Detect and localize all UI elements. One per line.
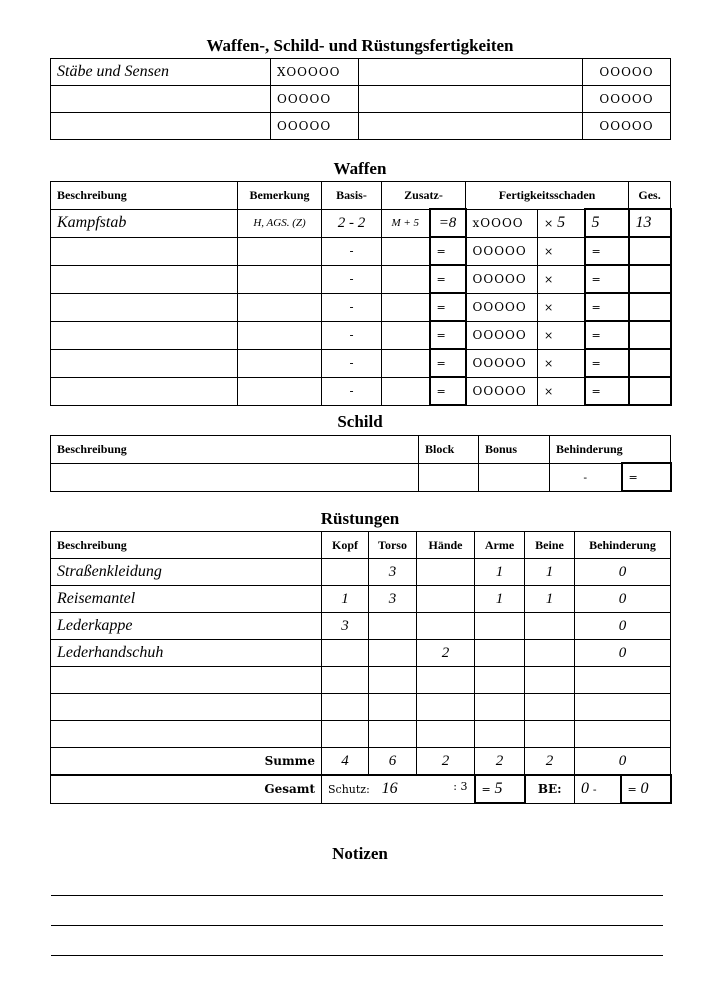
armor-haende[interactable] xyxy=(417,721,475,748)
armor-gesamt-row xyxy=(51,775,671,803)
summe-haende[interactable]: 2 xyxy=(417,748,475,776)
skill-dots[interactable]: OOOOO xyxy=(271,113,359,140)
armor-kopf[interactable] xyxy=(322,667,369,694)
weapon-basis[interactable]: 2 - 2 xyxy=(322,209,382,237)
armor-row xyxy=(51,559,671,586)
armor-kopf[interactable] xyxy=(322,640,369,667)
armor-torso[interactable] xyxy=(369,640,417,667)
skill-dots[interactable]: XOOOOO xyxy=(271,59,359,86)
col-bemerkung: Bemerkung xyxy=(238,182,322,210)
weapon-row xyxy=(51,265,671,293)
armor-torso[interactable] xyxy=(369,613,417,640)
skill-name[interactable] xyxy=(359,86,583,113)
weapon-skill-dots[interactable]: OOOOO xyxy=(466,321,538,349)
weapon-zusatz[interactable] xyxy=(382,237,430,265)
armor-behinderung[interactable]: 0 xyxy=(575,559,671,586)
weapon-total[interactable] xyxy=(629,349,671,377)
armor-behinderung[interactable]: 0 xyxy=(575,640,671,667)
armor-name[interactable] xyxy=(51,694,322,721)
skill-name[interactable] xyxy=(51,113,271,140)
skill-dots[interactable]: OOOOO xyxy=(583,59,671,86)
armor-row xyxy=(51,613,671,640)
be-result[interactable]: = 0 xyxy=(621,775,671,803)
weapon-total[interactable] xyxy=(629,237,671,265)
armor-beine[interactable] xyxy=(525,640,575,667)
col-beschreibung: Beschreibung xyxy=(51,532,322,559)
weapon-skill-dmg[interactable]: = xyxy=(585,237,629,265)
weapon-basis[interactable]: - xyxy=(322,377,382,405)
weapon-skill-dots[interactable]: OOOOO xyxy=(466,349,538,377)
armor-kopf[interactable]: 3 xyxy=(322,613,369,640)
weapon-row xyxy=(51,321,671,349)
armor-beine[interactable] xyxy=(525,721,575,748)
armor-row xyxy=(51,667,671,694)
weapon-mult[interactable]: × xyxy=(538,265,585,293)
armor-arme[interactable] xyxy=(475,694,525,721)
skill-row xyxy=(51,86,671,113)
col-kopf: Kopf xyxy=(322,532,369,559)
weapon-skill-dmg[interactable]: = xyxy=(585,265,629,293)
weapon-mult[interactable]: × xyxy=(538,349,585,377)
shield-block[interactable] xyxy=(419,463,479,491)
weapon-mult[interactable]: × xyxy=(538,237,585,265)
skill-name[interactable] xyxy=(51,86,271,113)
weapon-remark[interactable] xyxy=(238,349,322,377)
gesamt-schutz[interactable]: Schutz: 16 : 3 xyxy=(322,775,475,803)
summe-torso[interactable]: 6 xyxy=(369,748,417,776)
weapon-row xyxy=(51,293,671,321)
weapon-total[interactable] xyxy=(629,293,671,321)
weapon-mult[interactable]: × xyxy=(538,377,585,405)
weapon-row xyxy=(51,377,671,405)
skill-name[interactable]: Stäbe und Sensen xyxy=(51,59,271,86)
armor-behinderung[interactable]: 0 xyxy=(575,613,671,640)
armor-haende[interactable] xyxy=(417,559,475,586)
skill-dots[interactable]: OOOOO xyxy=(583,86,671,113)
armor-beine[interactable]: 1 xyxy=(525,559,575,586)
weapon-skill-dots[interactable]: OOOOO xyxy=(466,377,538,405)
notes-title: Notizen xyxy=(332,844,388,863)
weapon-skill-dmg[interactable]: = xyxy=(585,293,629,321)
armor-beine[interactable] xyxy=(525,613,575,640)
weapon-skill-dots[interactable]: OOOOO xyxy=(466,265,538,293)
armor-row xyxy=(51,721,671,748)
gesamt-label: Gesamt xyxy=(51,775,322,803)
weapon-row xyxy=(51,209,671,237)
skill-name[interactable] xyxy=(359,59,583,86)
weapon-total[interactable] xyxy=(629,377,671,405)
weapon-skill-dmg[interactable]: 5 xyxy=(585,209,629,237)
armor-behinderung[interactable]: 0 xyxy=(575,586,671,613)
weapon-zusatz[interactable]: M + 5 xyxy=(382,209,430,237)
col-behinderung: Behinderung xyxy=(575,532,671,559)
shield-table xyxy=(50,435,672,492)
armor-title: Rüstungen xyxy=(320,509,400,528)
weapon-skill-dots[interactable]: OOOOO xyxy=(466,237,538,265)
summe-kopf[interactable]: 4 xyxy=(322,748,369,776)
armor-torso[interactable] xyxy=(369,667,417,694)
armor-beine[interactable] xyxy=(525,667,575,694)
armor-haende[interactable]: 2 xyxy=(417,640,475,667)
shield-behinderung-result[interactable]: = xyxy=(622,463,671,491)
weapon-total[interactable]: 13 xyxy=(629,209,671,237)
weapon-row xyxy=(51,237,671,265)
notes-line[interactable] xyxy=(51,955,663,956)
weapon-skill-dots[interactable]: xOOOO xyxy=(466,209,538,237)
skill-row xyxy=(51,59,671,86)
weapon-basis[interactable]: - xyxy=(322,349,382,377)
armor-row xyxy=(51,586,671,613)
armor-arme[interactable]: 1 xyxy=(475,586,525,613)
gesamt-schutz-result[interactable]: = 5 xyxy=(475,775,525,803)
weapon-name[interactable] xyxy=(51,265,238,293)
armor-beine[interactable]: 1 xyxy=(525,586,575,613)
weapon-basis[interactable]: - xyxy=(322,321,382,349)
shield-behinderung[interactable]: - xyxy=(550,463,622,491)
col-haende: Hände xyxy=(417,532,475,559)
armor-row xyxy=(51,694,671,721)
notes-line[interactable] xyxy=(51,895,663,896)
armor-haende[interactable] xyxy=(417,613,475,640)
summe-beine[interactable]: 2 xyxy=(525,748,575,776)
col-behinderung: Behinderung xyxy=(550,436,671,464)
shield-name[interactable] xyxy=(51,463,419,491)
armor-name[interactable] xyxy=(51,721,322,748)
weapon-remark[interactable] xyxy=(238,377,322,405)
armor-behinderung[interactable] xyxy=(575,694,671,721)
armor-beine[interactable] xyxy=(525,694,575,721)
armor-kopf[interactable] xyxy=(322,559,369,586)
col-block: Block xyxy=(419,436,479,464)
shield-bonus[interactable] xyxy=(479,463,550,491)
weapon-zusatz-sum[interactable]: = xyxy=(430,349,466,377)
summe-behinderung[interactable]: 0 xyxy=(575,748,671,776)
armor-name[interactable]: Lederhandschuh xyxy=(51,640,322,667)
armor-row xyxy=(51,640,671,667)
col-beine: Beine xyxy=(525,532,575,559)
weapon-mult[interactable]: × 5 xyxy=(538,209,585,237)
weapon-remark[interactable] xyxy=(238,237,322,265)
armor-kopf[interactable] xyxy=(322,721,369,748)
col-torso: Torso xyxy=(369,532,417,559)
weapon-zusatz[interactable] xyxy=(382,377,430,405)
weapon-zusatz[interactable] xyxy=(382,349,430,377)
armor-arme[interactable] xyxy=(475,640,525,667)
weapon-name[interactable] xyxy=(51,377,238,405)
weapon-row xyxy=(51,349,671,377)
col-beschreibung: Beschreibung xyxy=(51,436,419,464)
weapon-skill-dmg[interactable]: = xyxy=(585,377,629,405)
weapon-total[interactable] xyxy=(629,321,671,349)
weapon-mult[interactable]: × xyxy=(538,293,585,321)
skill-dots[interactable]: OOOOO xyxy=(583,113,671,140)
armor-torso[interactable] xyxy=(369,694,417,721)
armor-torso[interactable]: 3 xyxy=(369,586,417,613)
weapon-skill-dmg[interactable]: = xyxy=(585,349,629,377)
armor-kopf[interactable] xyxy=(322,694,369,721)
summe-label: Summe xyxy=(51,748,322,776)
weapon-zusatz-sum[interactable]: = xyxy=(430,293,466,321)
weapon-mult[interactable]: × xyxy=(538,321,585,349)
weapon-zusatz-sum[interactable]: =8 xyxy=(430,209,466,237)
weapon-zusatz-sum[interactable]: = xyxy=(430,265,466,293)
be-value[interactable]: 0 - xyxy=(575,775,621,803)
weapons-table xyxy=(50,181,672,406)
armor-name[interactable] xyxy=(51,667,322,694)
armor-name[interactable]: Straßenkleidung xyxy=(51,559,322,586)
armor-haende[interactable] xyxy=(417,586,475,613)
col-bonus: Bonus xyxy=(479,436,550,464)
weapon-zusatz-sum[interactable]: = xyxy=(430,377,466,405)
weapon-zusatz[interactable] xyxy=(382,265,430,293)
skill-dots[interactable]: OOOOO xyxy=(271,86,359,113)
shield-title: Schild xyxy=(337,412,383,431)
weapon-basis[interactable]: - xyxy=(322,237,382,265)
weapon-basis[interactable]: - xyxy=(322,293,382,321)
weapon-zusatz[interactable] xyxy=(382,321,430,349)
armor-arme[interactable] xyxy=(475,667,525,694)
summe-arme[interactable]: 2 xyxy=(475,748,525,776)
armor-haende[interactable] xyxy=(417,667,475,694)
weapon-name[interactable] xyxy=(51,321,238,349)
armor-kopf[interactable]: 1 xyxy=(322,586,369,613)
weapon-total[interactable] xyxy=(629,265,671,293)
shield-row xyxy=(51,463,671,491)
armor-arme[interactable] xyxy=(475,721,525,748)
armor-haende[interactable] xyxy=(417,694,475,721)
weapon-remark[interactable] xyxy=(238,293,322,321)
skills-table xyxy=(50,58,671,140)
armor-name[interactable]: Lederkappe xyxy=(51,613,322,640)
weapon-name[interactable] xyxy=(51,237,238,265)
weapon-name[interactable] xyxy=(51,293,238,321)
skill-row xyxy=(51,113,671,140)
weapon-skill-dmg[interactable]: = xyxy=(585,321,629,349)
weapon-skill-dots[interactable]: OOOOO xyxy=(466,293,538,321)
armor-torso[interactable]: 3 xyxy=(369,559,417,586)
notes-line[interactable] xyxy=(51,925,663,926)
weapon-remark[interactable] xyxy=(238,321,322,349)
weapon-remark[interactable] xyxy=(238,265,322,293)
col-fertigkeitsschaden: Fertigkeitsschaden xyxy=(466,182,629,210)
weapon-name[interactable]: Kampfstab xyxy=(51,209,238,237)
col-zusatz: Zusatz- xyxy=(382,182,466,210)
skill-name[interactable] xyxy=(359,113,583,140)
armor-behinderung[interactable] xyxy=(575,667,671,694)
col-basis: Basis- xyxy=(322,182,382,210)
armor-arme[interactable]: 1 xyxy=(475,559,525,586)
weapon-zusatz[interactable] xyxy=(382,293,430,321)
armor-name[interactable]: Reisemantel xyxy=(51,586,322,613)
weapons-title: Waffen xyxy=(333,159,387,178)
weapon-remark[interactable]: H, AGS. (Z) xyxy=(238,209,322,237)
col-ges: Ges. xyxy=(629,182,671,210)
col-arme: Arme xyxy=(475,532,525,559)
weapon-basis[interactable]: - xyxy=(322,265,382,293)
weapon-name[interactable] xyxy=(51,349,238,377)
armor-behinderung[interactable] xyxy=(575,721,671,748)
armor-table xyxy=(50,531,672,804)
skills-title: Waffen-, Schild- und Rüstungsfertigkeiten xyxy=(206,36,514,55)
weapon-zusatz-sum[interactable]: = xyxy=(430,321,466,349)
armor-arme[interactable] xyxy=(475,613,525,640)
be-label: BE: xyxy=(525,775,575,803)
armor-summe-row xyxy=(51,748,671,776)
col-beschreibung: Beschreibung xyxy=(51,182,238,210)
weapon-zusatz-sum[interactable]: = xyxy=(430,237,466,265)
armor-torso[interactable] xyxy=(369,721,417,748)
